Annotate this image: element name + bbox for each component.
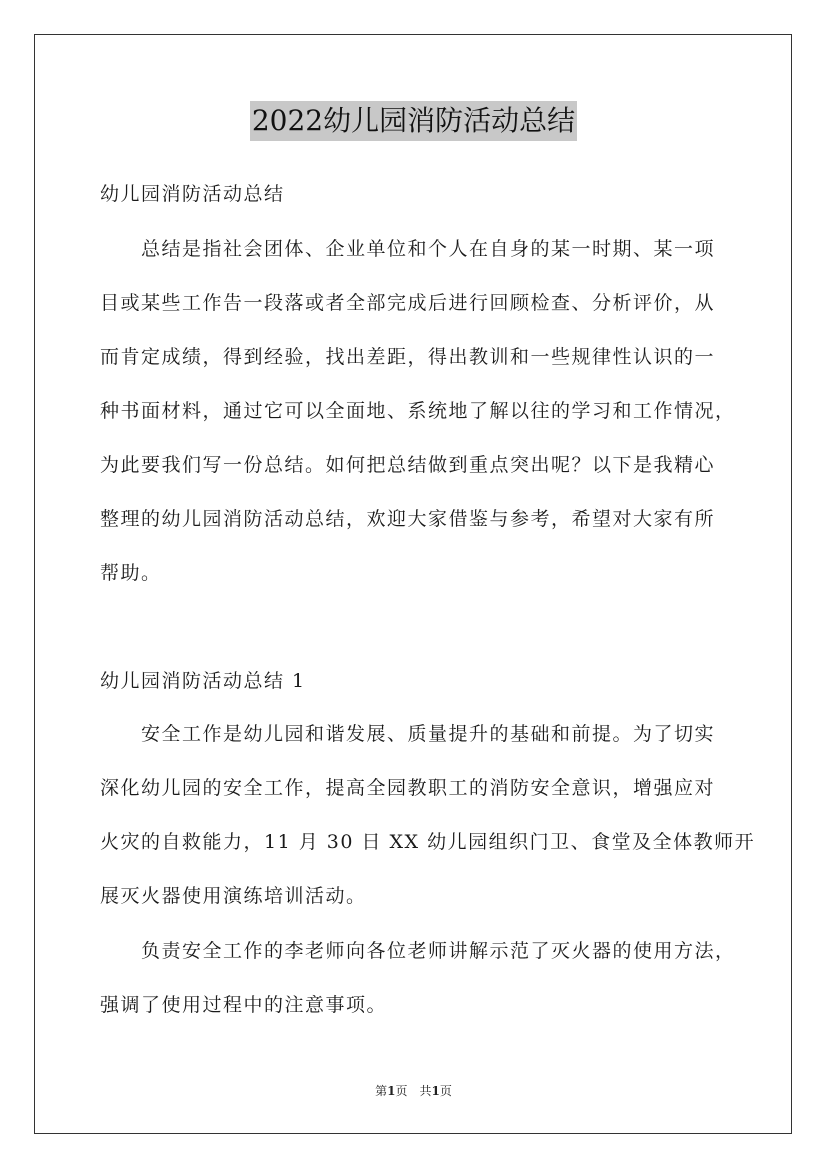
intro-line-7: 帮助。 <box>100 562 162 584</box>
footer-page-prefix: 第 <box>375 1084 388 1098</box>
subtitle-section-1: 幼儿园消防活动总结 1 <box>100 670 306 692</box>
section1-p2-line-1: 负责安全工作的李老师向各位老师讲解示范了灭火器的使用方法， <box>100 940 736 962</box>
subtitle-intro: 幼儿园消防活动总结 <box>100 183 285 205</box>
document-title: 2022幼儿园消防活动总结 <box>250 101 577 141</box>
section1-p1-line-3: 火灾的自救能力，11 月 30 日 XX 幼儿园组织门卫、食堂及全体教师开 <box>100 831 756 853</box>
intro-line-6: 整理的幼儿园消防活动总结，欢迎大家借鉴与参考，希望对大家有所 <box>100 508 716 530</box>
footer-page-suffix: 页 <box>439 1084 452 1098</box>
intro-line-5: 为此要我们写一份总结。如何把总结做到重点突出呢？以下是我精心 <box>100 454 716 476</box>
section1-p1-line-1: 安全工作是幼儿园和谐发展、质量提升的基础和前提。为了切实 <box>100 723 716 745</box>
intro-line-2: 目或某些工作告一段落或者全部完成后进行回顾检查、分析评价，从 <box>100 292 716 314</box>
page-footer <box>0 1083 827 1099</box>
intro-line-4: 种书面材料，通过它可以全面地、系统地了解以往的学习和工作情况， <box>100 400 736 422</box>
title-container <box>0 101 827 141</box>
section1-p1-line-2: 深化幼儿园的安全工作，提高全园教职工的消防安全意识，增强应对 <box>100 777 716 799</box>
section1-p1-line-4: 展灭火器使用演练培训活动。 <box>100 885 367 907</box>
footer-page-current: 1 <box>387 1084 396 1098</box>
section1-p2-line-2: 强调了使用过程中的注意事项。 <box>100 994 388 1016</box>
intro-line-3: 而肯定成绩，得到经验，找出差距，得出教训和一些规律性认识的一 <box>100 346 716 368</box>
footer-page-mid: 页 共 <box>395 1084 432 1098</box>
intro-line-1: 总结是指社会团体、企业单位和个人在自身的某一时期、某一项 <box>100 238 716 260</box>
footer-page-total: 1 <box>431 1084 440 1098</box>
